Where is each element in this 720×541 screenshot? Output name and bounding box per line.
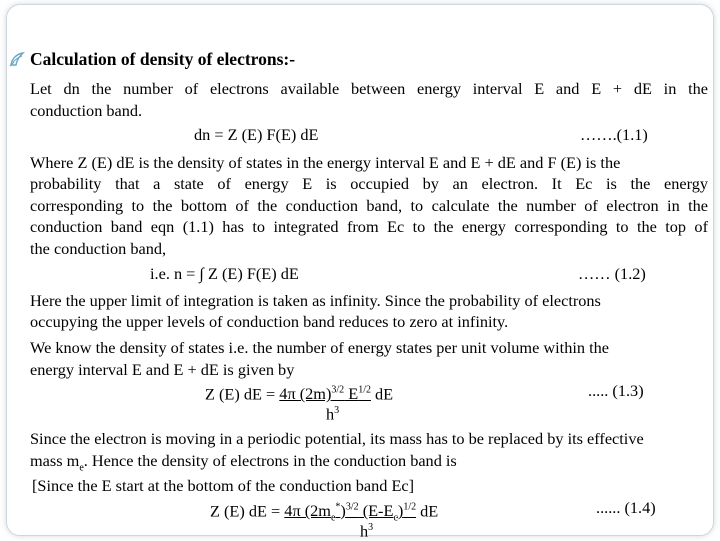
eq4-exp2: 1/2	[403, 502, 417, 513]
equation-3-lhs: Z (E) dE =	[205, 384, 280, 404]
eq3-den-exp: 3	[334, 405, 340, 416]
text-line-7: conduction band eqn (1.1) has to integrated from Ec to the energy corresponding to the top of	[30, 217, 708, 236]
eq4-exp1: 3/2	[345, 502, 359, 513]
eq4-sub2: c	[393, 512, 398, 524]
equation-1-number: …….(1.1)	[580, 125, 648, 144]
text-line-13: energy interval E and E + dE is given by	[30, 360, 295, 379]
text-line-4: Where Z (E) dE is the density of states in the energy interval E and E + dE and F (E) is the	[30, 153, 621, 172]
eq4-lhs: Z (E) dE =	[210, 501, 285, 521]
slide-title	[8, 49, 295, 70]
text-line-10: Here the upper limit of integration is taken as infinity. Since the probability of electrons	[30, 291, 601, 310]
text-line-5: probability that a state of energy E is occupied by an electron. It Ec is the energy	[30, 174, 708, 193]
eq3-exp-1: 3/2	[331, 385, 345, 396]
eq3-exp-2: 1/2	[358, 385, 371, 396]
eq3-tail: dE	[370, 384, 394, 404]
equation-1: dn = Z (E) F(E) dE	[194, 125, 319, 144]
eq4-sup1: *	[335, 502, 341, 513]
eq3-part-b: E	[344, 384, 359, 404]
eq4-den: h	[360, 521, 369, 541]
eq4-b: )	[340, 501, 346, 521]
eq4-a: 4π (2m	[284, 501, 331, 521]
text-line-11: occupying the upper levels of conduction band reduces to zero at infinity.	[30, 312, 509, 331]
text-line-8: the conduction band,	[30, 239, 167, 258]
equation-2-number: …… (1.2)	[578, 264, 646, 283]
bullet-icon	[8, 50, 28, 70]
text-line-17	[30, 451, 457, 478]
text-line-2: conduction band.	[30, 101, 143, 120]
equation-4-number: ...... (1.4)	[596, 498, 656, 517]
equation-3-denominator	[326, 401, 339, 424]
eq4-sub1: e	[330, 512, 336, 524]
eq3-den: h	[326, 404, 335, 424]
equation-2: i.e. n = ∫ Z (E) F(E) dE	[150, 264, 299, 283]
eq4-d: )	[397, 501, 404, 521]
eq4-tail: dE	[416, 501, 439, 521]
eq4-den-exp: 3	[368, 522, 374, 533]
equation-3-number: ..... (1.3)	[588, 381, 644, 400]
text-line-18: [Since the E start at the bottom of the conduction band Ec]	[32, 476, 415, 495]
l17-sub: e	[79, 462, 84, 474]
eq4-c: (E-E	[358, 501, 394, 521]
equation-4-denominator	[360, 518, 373, 541]
text-line-16: Since the electron is moving in a periodic potential, its mass has to be replaced by its effective	[30, 429, 644, 448]
equation-4-numerator	[284, 501, 417, 524]
equation-4	[210, 498, 438, 529]
title-text: Calculation of density of electrons:-	[30, 49, 296, 69]
l17-part-b: . Hence the density of electrons in the conduction band is	[83, 451, 457, 470]
l17-part-a: mass m	[30, 451, 80, 470]
text-line-12: We know the density of states i.e. the number of energy states per unit volume within the	[30, 338, 609, 357]
text-line-1: Let dn the number of electrons available between energy interval E and E + dE in the	[30, 79, 708, 98]
equation-3	[205, 381, 393, 404]
text-line-6: corresponding to the bottom of the conduction band, to calculate the number of electron in the	[30, 196, 708, 215]
eq3-part-a: 4π (2m)	[279, 384, 332, 404]
